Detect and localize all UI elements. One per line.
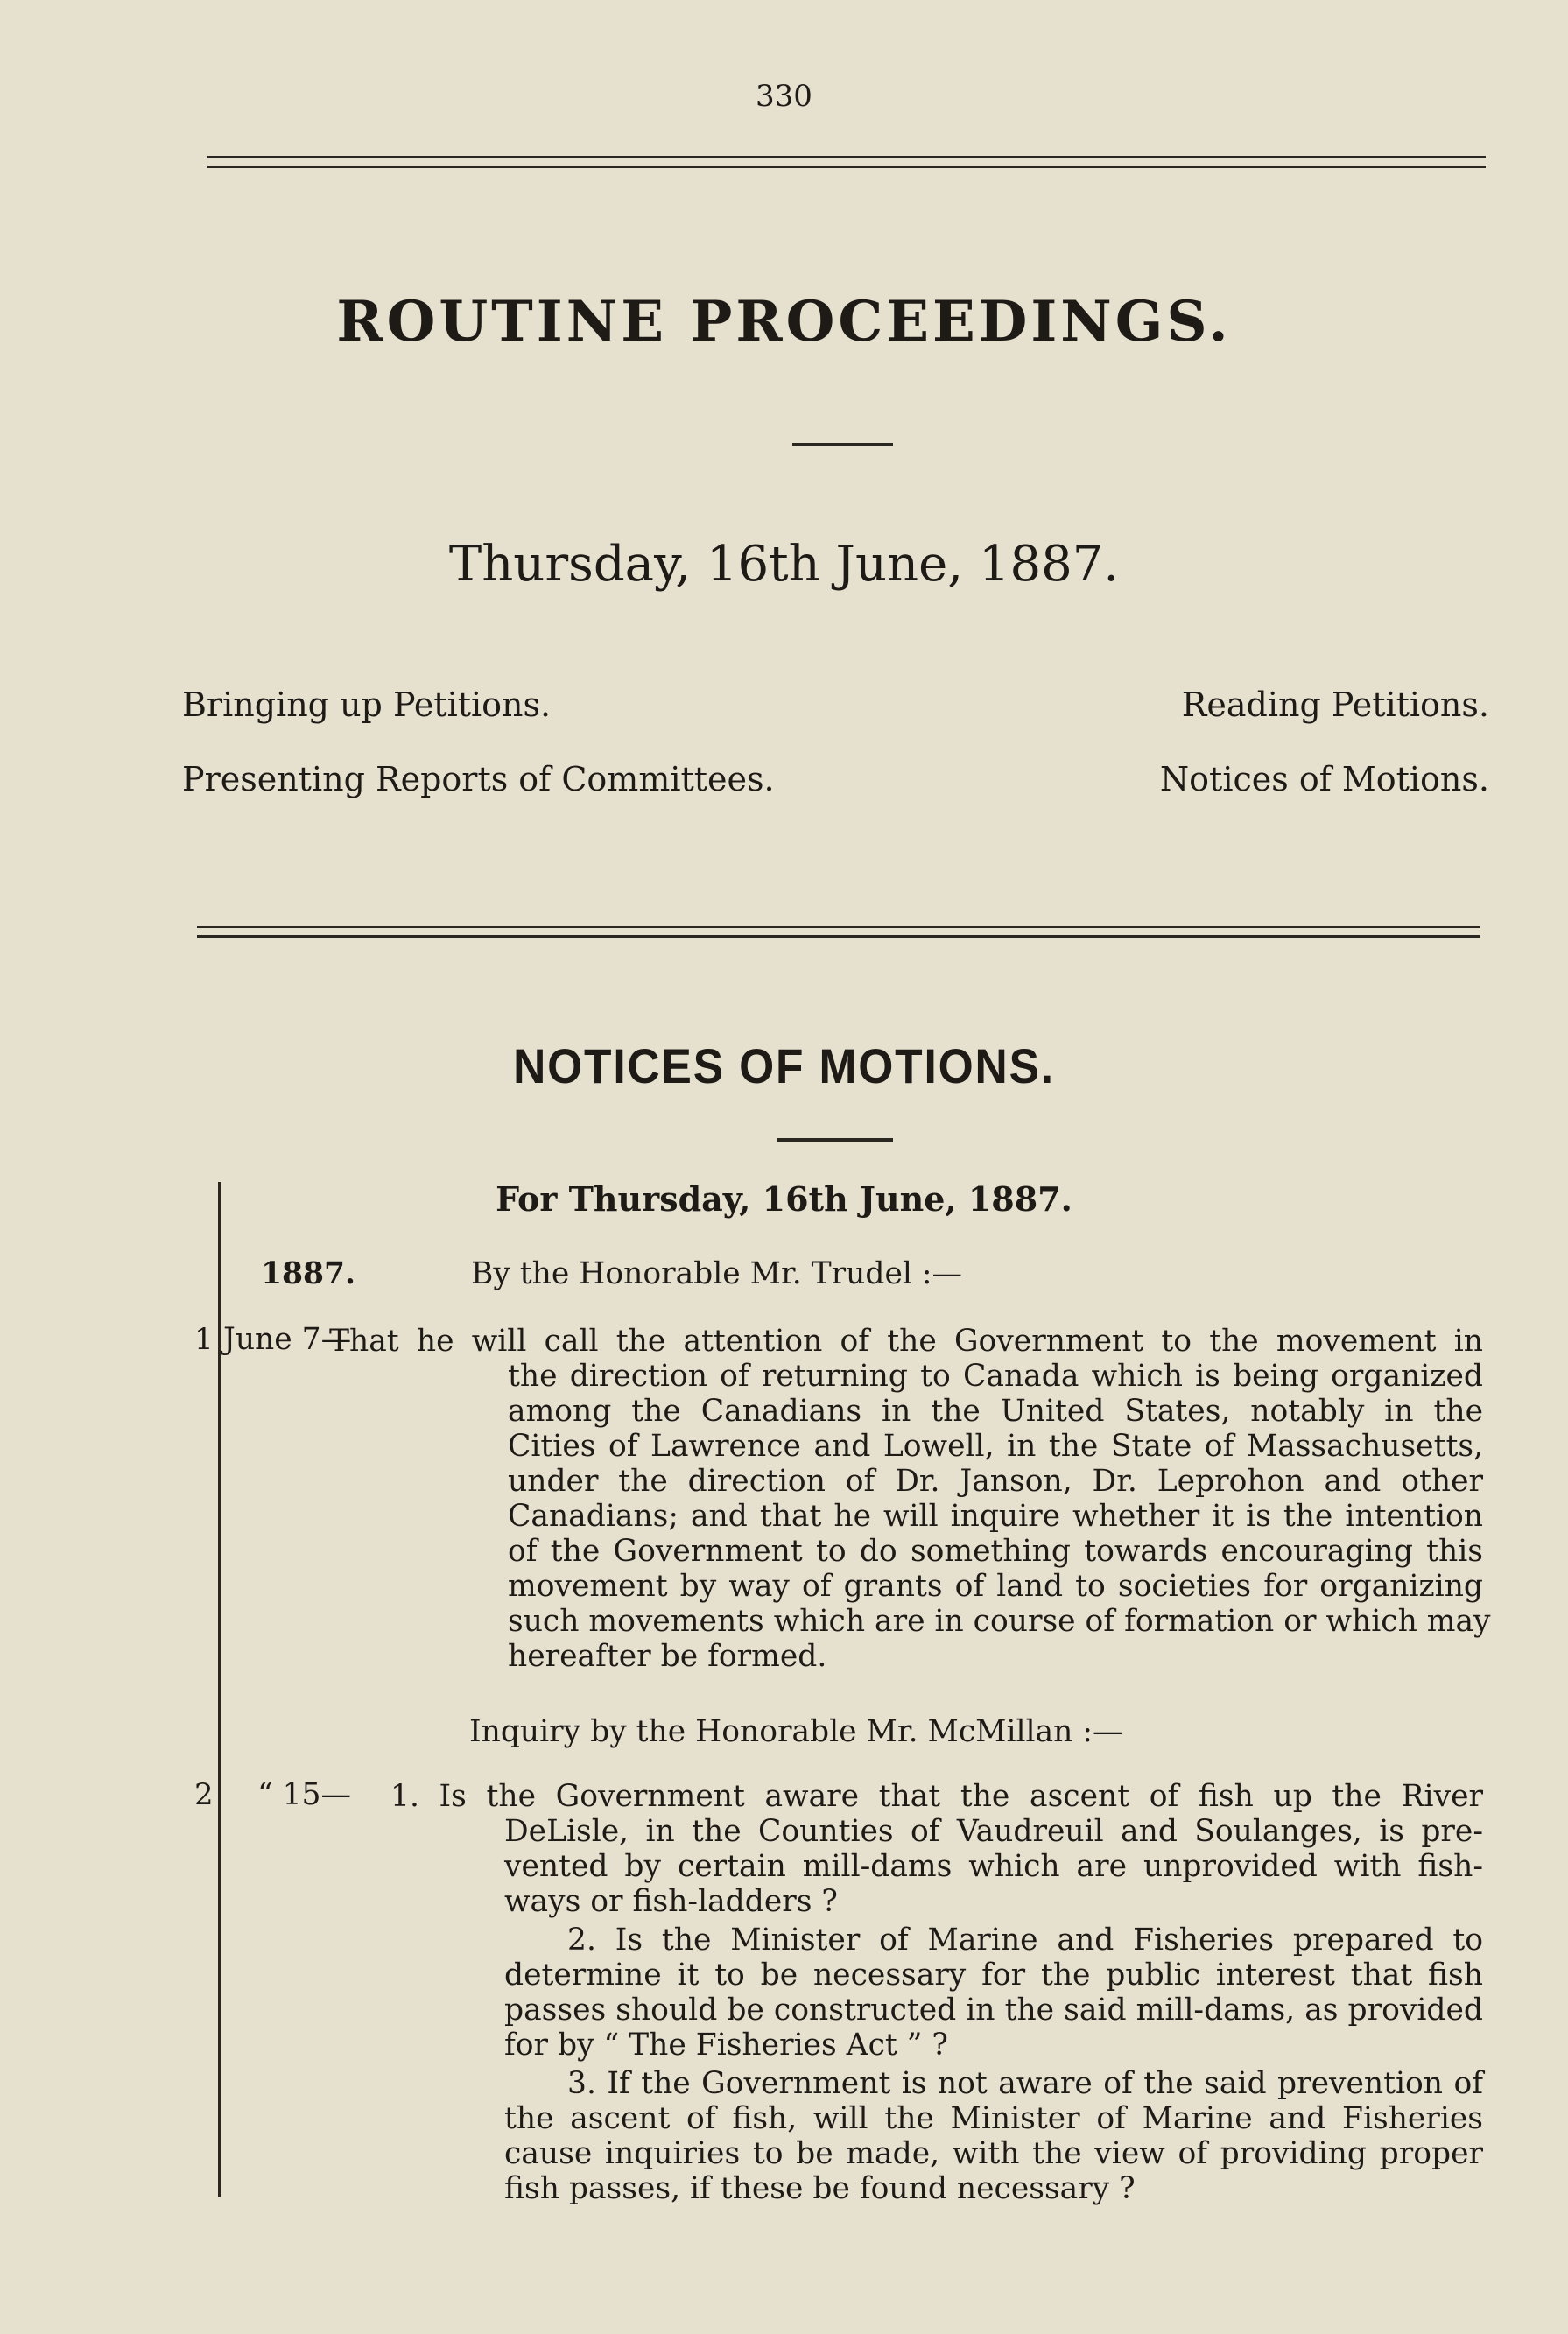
motion2-line: fish passes, if these be found necessary ? (504, 2171, 1136, 2206)
motion1-line: That he will call the attention of the Government to the movement in (329, 1324, 1483, 1359)
proceeding-bringing-up-petitions: Bringing up Petitions. (182, 685, 552, 724)
for-date-heading: For Thursday, 16th June, 1887. (496, 1179, 1072, 1219)
middle-rule-lower (197, 935, 1480, 938)
heading-dash (792, 443, 893, 446)
motion1-line: movement by way of grants of land to societies for organizing (508, 1569, 1483, 1604)
page-number: 330 (756, 79, 812, 114)
top-rule-upper (207, 156, 1486, 158)
motion2-line: 3. If the Government is not aware of the said prevention of (567, 2066, 1483, 2101)
motion2-line: determine it to be necessary for the public interest that fish (504, 1958, 1483, 1993)
motion2-mover: Inquiry by the Honorable Mr. McMillan :— (469, 1714, 1123, 1749)
motion2-line: 2. Is the Minister of Marine and Fisheries prepared to (567, 1923, 1483, 1958)
top-rule-lower (207, 166, 1486, 168)
section-dash (777, 1138, 893, 1142)
proceeding-presenting-reports: Presenting Reports of Committees. (182, 760, 775, 798)
motion2-line: for by “ The Fisheries Act ” ? (504, 2028, 948, 2063)
routine-proceedings-heading: ROUTINE PROCEEDINGS. (336, 289, 1232, 355)
motion2-line: cause inquiries to be made, with the view of providing proper (504, 2136, 1483, 2171)
motion1-line: under the direction of Dr. Janson, Dr. Leprohon and other (508, 1464, 1483, 1499)
motion1-number: 1 (194, 1322, 214, 1357)
motion2-line: vented by certain mill-dams which are unprovided with fish- (504, 1849, 1483, 1884)
left-margin-line (218, 1182, 221, 2197)
middle-rule-upper (197, 926, 1480, 928)
motion2-date: “ 15— (257, 1777, 352, 1812)
notices-of-motions-heading: NOTICES OF MOTIONS. (513, 1038, 1055, 1093)
motion1-line: hereafter be formed. (508, 1639, 827, 1674)
motion1-line: the direction of returning to Canada which is being organized (508, 1359, 1483, 1394)
motion1-mover: By the Honorable Mr. Trudel :— (471, 1256, 962, 1291)
motion1-line: Canadians; and that he will inquire whether it is the intention (508, 1499, 1483, 1534)
motion2-line: 1. Is the Government aware that the ascent of fish up the River (390, 1779, 1483, 1814)
motion1-date: June 7— (223, 1322, 352, 1357)
motion1-line: of the Government to do something towards encouraging this (508, 1534, 1483, 1569)
year-label: 1887. (261, 1256, 356, 1291)
motion1-line: Cities of Lawrence and Lowell, in the State of Massachusetts, (508, 1429, 1483, 1464)
motion1-line: such movements which are in course of formation or which may (508, 1604, 1491, 1639)
motion2-line: ways or fish-ladders ? (504, 1884, 838, 1919)
motion2-line: DeLisle, in the Counties of Vaudreuil and Soulanges, is pre- (504, 1814, 1483, 1849)
motion2-line: passes should be constructed in the said mill-dams, as provided (504, 1993, 1483, 2028)
proceeding-reading-petitions: Reading Petitions. (1181, 685, 1489, 724)
motion1-line: among the Canadians in the United States, notably in the (508, 1394, 1483, 1429)
proceeding-notices-of-motions: Notices of Motions. (1159, 760, 1489, 798)
sitting-date: Thursday, 16th June, 1887. (448, 536, 1120, 593)
motion2-line: the ascent of fish, will the Minister of Marine and Fisheries (504, 2101, 1483, 2136)
motion2-number: 2 (194, 1777, 214, 1812)
